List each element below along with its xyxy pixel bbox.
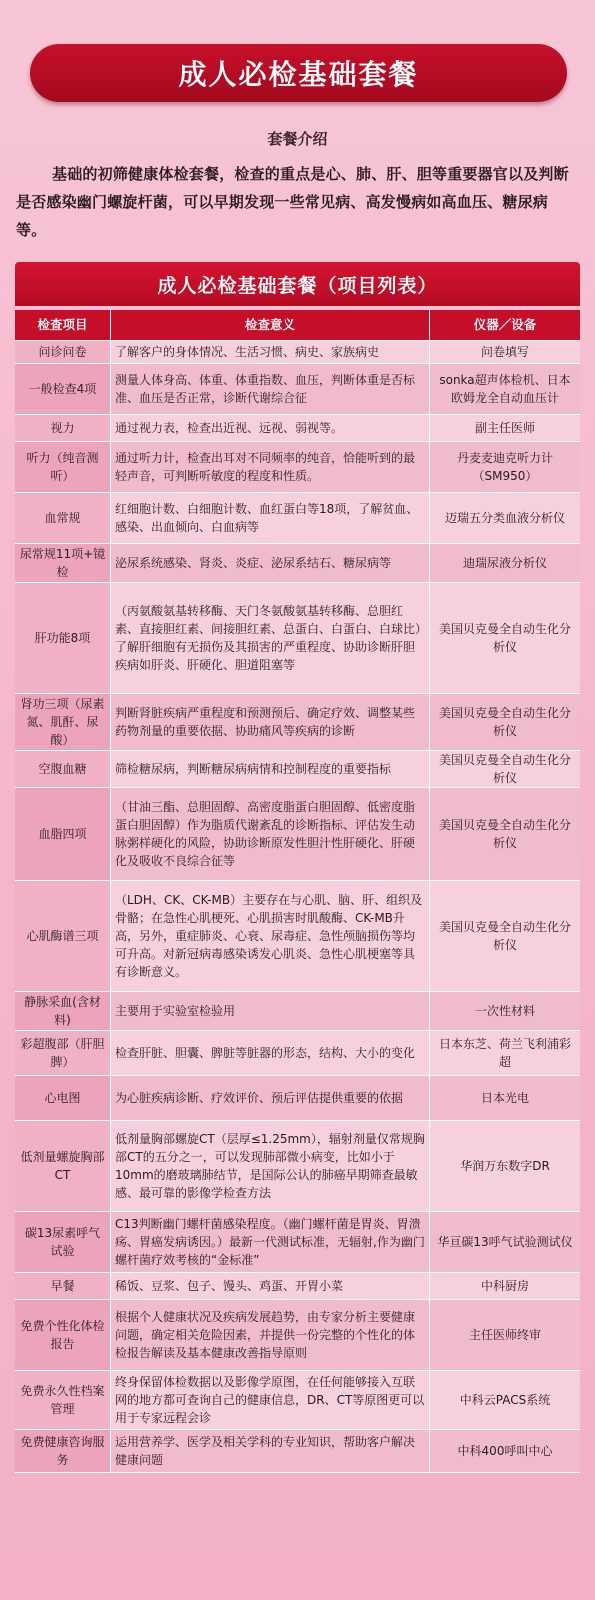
row-item: 免费永久性档案管理 <box>15 1371 111 1429</box>
row-device: 华亘碳13呼气试验测试仪 <box>437 1235 573 1249</box>
row-device: 中科400呼叫中心 <box>457 1444 553 1458</box>
row-item: 一般检查4项 <box>15 364 111 414</box>
row-device: 副主任医师 <box>474 421 535 435</box>
package-table <box>15 310 580 1473</box>
table-row <box>15 751 580 788</box>
table-row <box>15 1273 580 1300</box>
row-device: 迪瑞尿液分析仪 <box>462 556 547 570</box>
row-item: 肝功能8项 <box>15 583 111 693</box>
intro-heading: 套餐介绍 <box>267 130 328 148</box>
row-device: 华润万东数字DR <box>460 1159 550 1173</box>
row-device: 美国贝克曼全自动生化分析仪 <box>438 920 571 952</box>
row-meaning: 筛检糖尿病，判断糖尿病病情和控制程度的重要指标 <box>111 751 430 787</box>
table-row <box>15 788 580 881</box>
row-item: 心电图 <box>15 1076 111 1120</box>
table-row <box>15 694 580 751</box>
row-meaning: 稀饭、豆浆、包子、馒头、鸡蛋、开胃小菜 <box>111 1273 430 1299</box>
row-device: 中科云PACS系统 <box>459 1393 551 1407</box>
table-row <box>15 415 580 442</box>
row-device: 美国贝克曼全自动生化分析仪 <box>438 753 571 785</box>
row-device: 美国贝克曼全自动生化分析仪 <box>438 622 571 654</box>
row-meaning: 通过视力表，检查出近视、远视、弱视等。 <box>111 415 430 441</box>
row-meaning: （LDH、CK、CK-MB）主要存在与心肌、脑、肝、组织及骨骼；在急性心肌梗死、心肌损害时肌酸酶、CK-MB升高，另外，重症肺炎、心衰、尿毒症、急性颅脑损伤等均可升高。对新冠病毒感染诱发心肌炎、急性心肌梗塞等具有诊断意义。 <box>111 881 430 991</box>
table-row <box>15 992 580 1031</box>
row-device: 迈瑞五分类血液分析仪 <box>444 511 565 525</box>
row-item: 免费健康咨询服务 <box>15 1430 111 1472</box>
table-row <box>15 583 580 694</box>
header-item: 检查项目 <box>15 310 111 340</box>
row-item: 碳13尿素呼气试验 <box>15 1212 111 1272</box>
row-item: 心肌酶谱三项 <box>15 881 111 991</box>
table-row <box>15 1371 580 1430</box>
row-device: 美国贝克曼全自动生化分析仪 <box>438 818 571 850</box>
row-item: 血脂四项 <box>15 788 111 880</box>
row-meaning: 主要用于实验室检验用 <box>111 992 430 1030</box>
row-item: 尿常规11项+镜检 <box>15 544 111 582</box>
table-header-row <box>15 310 580 341</box>
list-title-bar <box>15 262 580 306</box>
row-item: 彩超腹部（肝胆脾） <box>15 1031 111 1075</box>
row-meaning: 检查肝脏、胆囊、脾脏等脏器的形态，结构、大小的变化 <box>111 1031 430 1075</box>
row-item: 听力（纯音测听） <box>15 442 111 492</box>
row-device: 主任医师终审 <box>468 1328 541 1342</box>
row-device: sonka超声体检机、日本欧姆龙全自动血压计 <box>439 373 571 405</box>
row-meaning: （丙氨酸氨基转移酶、天门冬氨酸氨基转移酶、总胆红素、直接胆红素、间接胆红素、总蛋白、白蛋白、白球比）了解肝细胞有无损伤及其损害的严重程度、协助诊断肝胆疾病如肝炎、肝硬化、胆道阻塞等 <box>111 583 430 693</box>
banner-title: 成人必检基础套餐 <box>178 58 419 91</box>
intro-paragraph: 基础的初筛健康体检套餐，检查的重点是心、肺、肝、胆等重要器官以及判断是否感染幽门螺旋杆菌，可以早期发现一些常见病、高发慢病如高血压、糖尿病等。 <box>16 165 569 239</box>
title-banner <box>30 44 567 102</box>
row-item: 早餐 <box>15 1273 111 1299</box>
row-device: 中科厨房 <box>480 1279 529 1293</box>
row-item: 免费个性化体检报告 <box>15 1300 111 1370</box>
table-row <box>15 493 580 544</box>
row-meaning: 了解客户的身体情况、生活习惯、病史、家族病史 <box>111 341 430 363</box>
list-title: 成人必检基础套餐（项目列表） <box>157 274 438 297</box>
row-device: 问卷填写 <box>480 345 529 359</box>
row-item: 低剂量螺旋胸部CT <box>15 1121 111 1211</box>
table-row <box>15 341 580 364</box>
row-meaning: 通过听力计，检查出耳对不同频率的纯音，恰能听到的最轻声音，可判断听敏度的程度和性质。 <box>111 442 430 492</box>
table-row <box>15 1031 580 1076</box>
row-meaning: 运用营养学、医学及相关学科的专业知识，帮助客户解决健康问题 <box>111 1430 430 1472</box>
table-row <box>15 1430 580 1473</box>
table-row <box>15 442 580 493</box>
row-item: 肾功三项（尿素氮、肌酐、尿酸） <box>15 694 111 750</box>
table-row <box>15 881 580 992</box>
row-item: 血常规 <box>15 493 111 543</box>
row-meaning: 为心脏疾病诊断、疗效评价、预后评估提供重要的依据 <box>111 1076 430 1120</box>
row-item: 空腹血糖 <box>15 751 111 787</box>
row-meaning: 判断肾脏疾病严重程度和预测预后、确定疗效、调整某些药物剂量的重要依据、协助痛风等疾病的诊断 <box>111 694 430 750</box>
table-row <box>15 364 580 415</box>
row-meaning: C13判断幽门螺杆菌感染程度。（幽门螺杆菌是胃炎、胃溃疡、胃癌发病诱因。）最新一代测试标准，无辐射,作为幽门螺杆菌疗效考核的“金标准” <box>111 1212 430 1272</box>
row-device: 日本光电 <box>480 1091 529 1105</box>
row-item: 问诊问卷 <box>15 341 111 363</box>
row-meaning: 红细胞计数、白细胞计数、血红蛋白等18项，了解贫血、感染、出血倾向、白血病等 <box>111 493 430 543</box>
row-device: 日本东芝、荷兰飞利浦彩超 <box>438 1037 571 1069</box>
table-row <box>15 1300 580 1371</box>
table-row <box>15 544 580 583</box>
table-row <box>15 1121 580 1212</box>
row-device: 一次性材料 <box>474 1004 535 1018</box>
row-meaning: （甘油三酯、总胆固醇、高密度脂蛋白胆固醇、低密度脂蛋白胆固醇）作为脂质代谢紊乱的诊断指标、评估发生动脉粥样硬化的风险，协助诊断原发性胆汁性肝硬化、肝硬化及吸收不良综合征等 <box>111 788 430 880</box>
header-meaning: 检查意义 <box>111 310 430 340</box>
row-meaning: 泌尿系统感染、肾炎、炎症、泌尿系结石、糖尿病等 <box>111 544 430 582</box>
table-row <box>15 1076 580 1121</box>
row-meaning: 测量人体身高、体重、体重指数、血压，判断体重是否标准、血压是否正常，诊断代谢综合征 <box>111 364 430 414</box>
row-item: 视力 <box>15 415 111 441</box>
row-meaning: 根据个人健康状况及疾病发展趋势，由专家分析主要健康问题，确定相关危险因素，并提供一份完整的个性化的体检报告解读及基本健康改善指导原则 <box>111 1300 430 1370</box>
table-row <box>15 1212 580 1273</box>
row-device: 丹麦麦迪克听力计（SM950） <box>456 451 553 483</box>
header-device: 仪器／设备 <box>473 317 537 332</box>
row-item: 静脉采血(含材料) <box>15 992 111 1030</box>
row-meaning: 低剂量胸部螺旋CT（层厚≤1.25mm），辐射剂量仅常规胸部CT的五分之一，可以发现肺部微小病变，比如小于10mm的磨玻璃肺结节，是国际公认的肺癌早期筛查最敏感、最可靠的影像学检查方法 <box>111 1121 430 1211</box>
row-meaning: 终身保留体检数据以及影像学原图，在任何能够接入互联网的地方都可查询自己的健康信息，DR、CT等原图更可以用于专家远程会诊 <box>111 1371 430 1429</box>
row-device: 美国贝克曼全自动生化分析仪 <box>438 706 571 738</box>
